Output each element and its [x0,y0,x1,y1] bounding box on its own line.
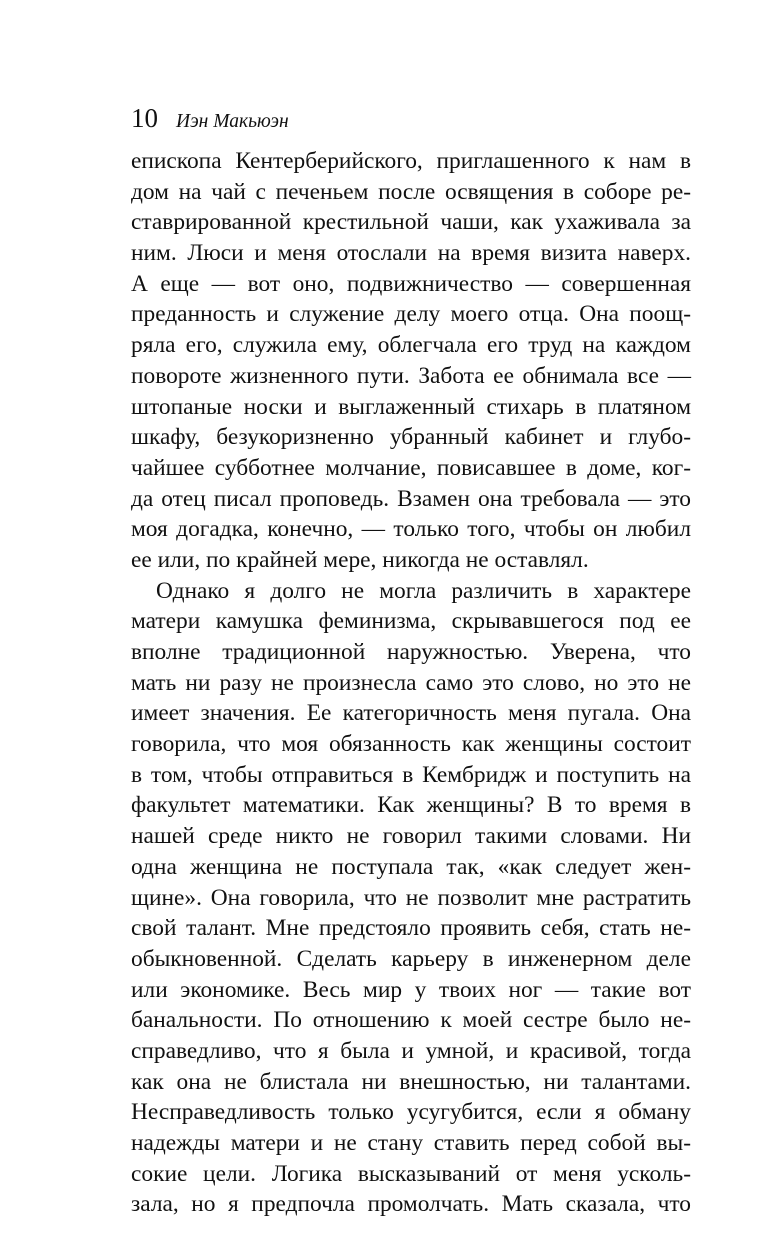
text-line: факультет математики. Как женщины? В то время в [131,792,691,819]
text-line: нашей среде никто не говорил такими словами. Ни [131,823,691,850]
text-line: повороте жизненного пути. Забота ее обнимала все — [131,362,691,389]
text-line: моя догадка, конечно, — только того, чтобы он любил [131,516,691,543]
running-header [131,102,289,134]
text-line: А еще — вот оно, подвижничество — совершенная [131,270,691,297]
text-line: да отец писал проповедь. Взамен она требовала — это [131,485,691,512]
text-line: шкафу, безукоризненно убранный кабинет и глубо- [131,424,691,451]
text-line: щине». Она говорила, что не позволит мне растратить [131,884,691,911]
text-line: зала, но я предпочла промолчать. Мать сказала, что [131,1191,691,1218]
text-line: ряла его, служила ему, облегчала его труд на каждом [131,332,691,359]
text-line: банальности. По отношению к моей сестре было не- [131,1007,691,1034]
text-line: говорила, что моя обязанность как женщины состоит [131,731,691,758]
paragraph-end-line: ее или, по крайней мере, никогда не оставлял. [131,546,589,573]
text-line: надежды матери и не стану ставить перед собой вы- [131,1130,691,1156]
text-line: епископа Кентерберийского, приглашенного к нам в [131,148,691,174]
paragraph-first-line: Однако я долго не могла различить в характере [156,577,691,604]
text-line: ним. Люси и меня отослали на время визита наверх. [131,240,691,267]
text-line: сокие цели. Логика высказываний от меня усколь- [131,1160,691,1187]
text-line: свой талант. Мне предстояло проявить себя, стать не- [131,915,691,942]
text-line: справедливо, что я была и умной, и красивой, тогда [131,1037,691,1064]
page-number: 10 [131,103,158,133]
text-line: имеет значения. Ее категоричность меня пугала. Она [131,700,691,727]
text-line: ставрированной крестильной чаши, как ухаживала за [131,209,691,236]
text-line: штопаные носки и выглаженный стихарь в платяном [131,393,691,420]
text-line: дом на чай с печеньем после освящения в соборе ре- [131,178,691,205]
text-line: чайшее субботнее молчание, повисавшее в доме, ког- [131,454,691,481]
text-line: матери камушка феминизма, скрывавшегося под ее [131,608,691,635]
text-line: мать ни разу не произнесла само это слово, но это не [131,669,691,696]
text-line: обыкновенной. Сделать карьеру в инженерном деле [131,945,691,972]
text-line: вполне традиционной наружностью. Уверена, что [131,639,691,665]
text-line: преданность и служение делу моего отца. Она поощ- [131,301,691,328]
text-line: одна женщина не поступала так, «как следует жен- [131,853,691,880]
body-text [131,146,691,1220]
header-author: Иэн Макьюэн [176,111,289,132]
text-line: как она не блистала ни внешностью, ни талантами. [131,1068,691,1095]
text-line: в том, чтобы отправиться в Кембридж и поступить на [131,761,691,788]
text-line: Несправедливость только усугубится, если я обману [131,1099,691,1126]
text-line: или экономике. Весь мир у твоих ног — такие вот [131,976,691,1003]
